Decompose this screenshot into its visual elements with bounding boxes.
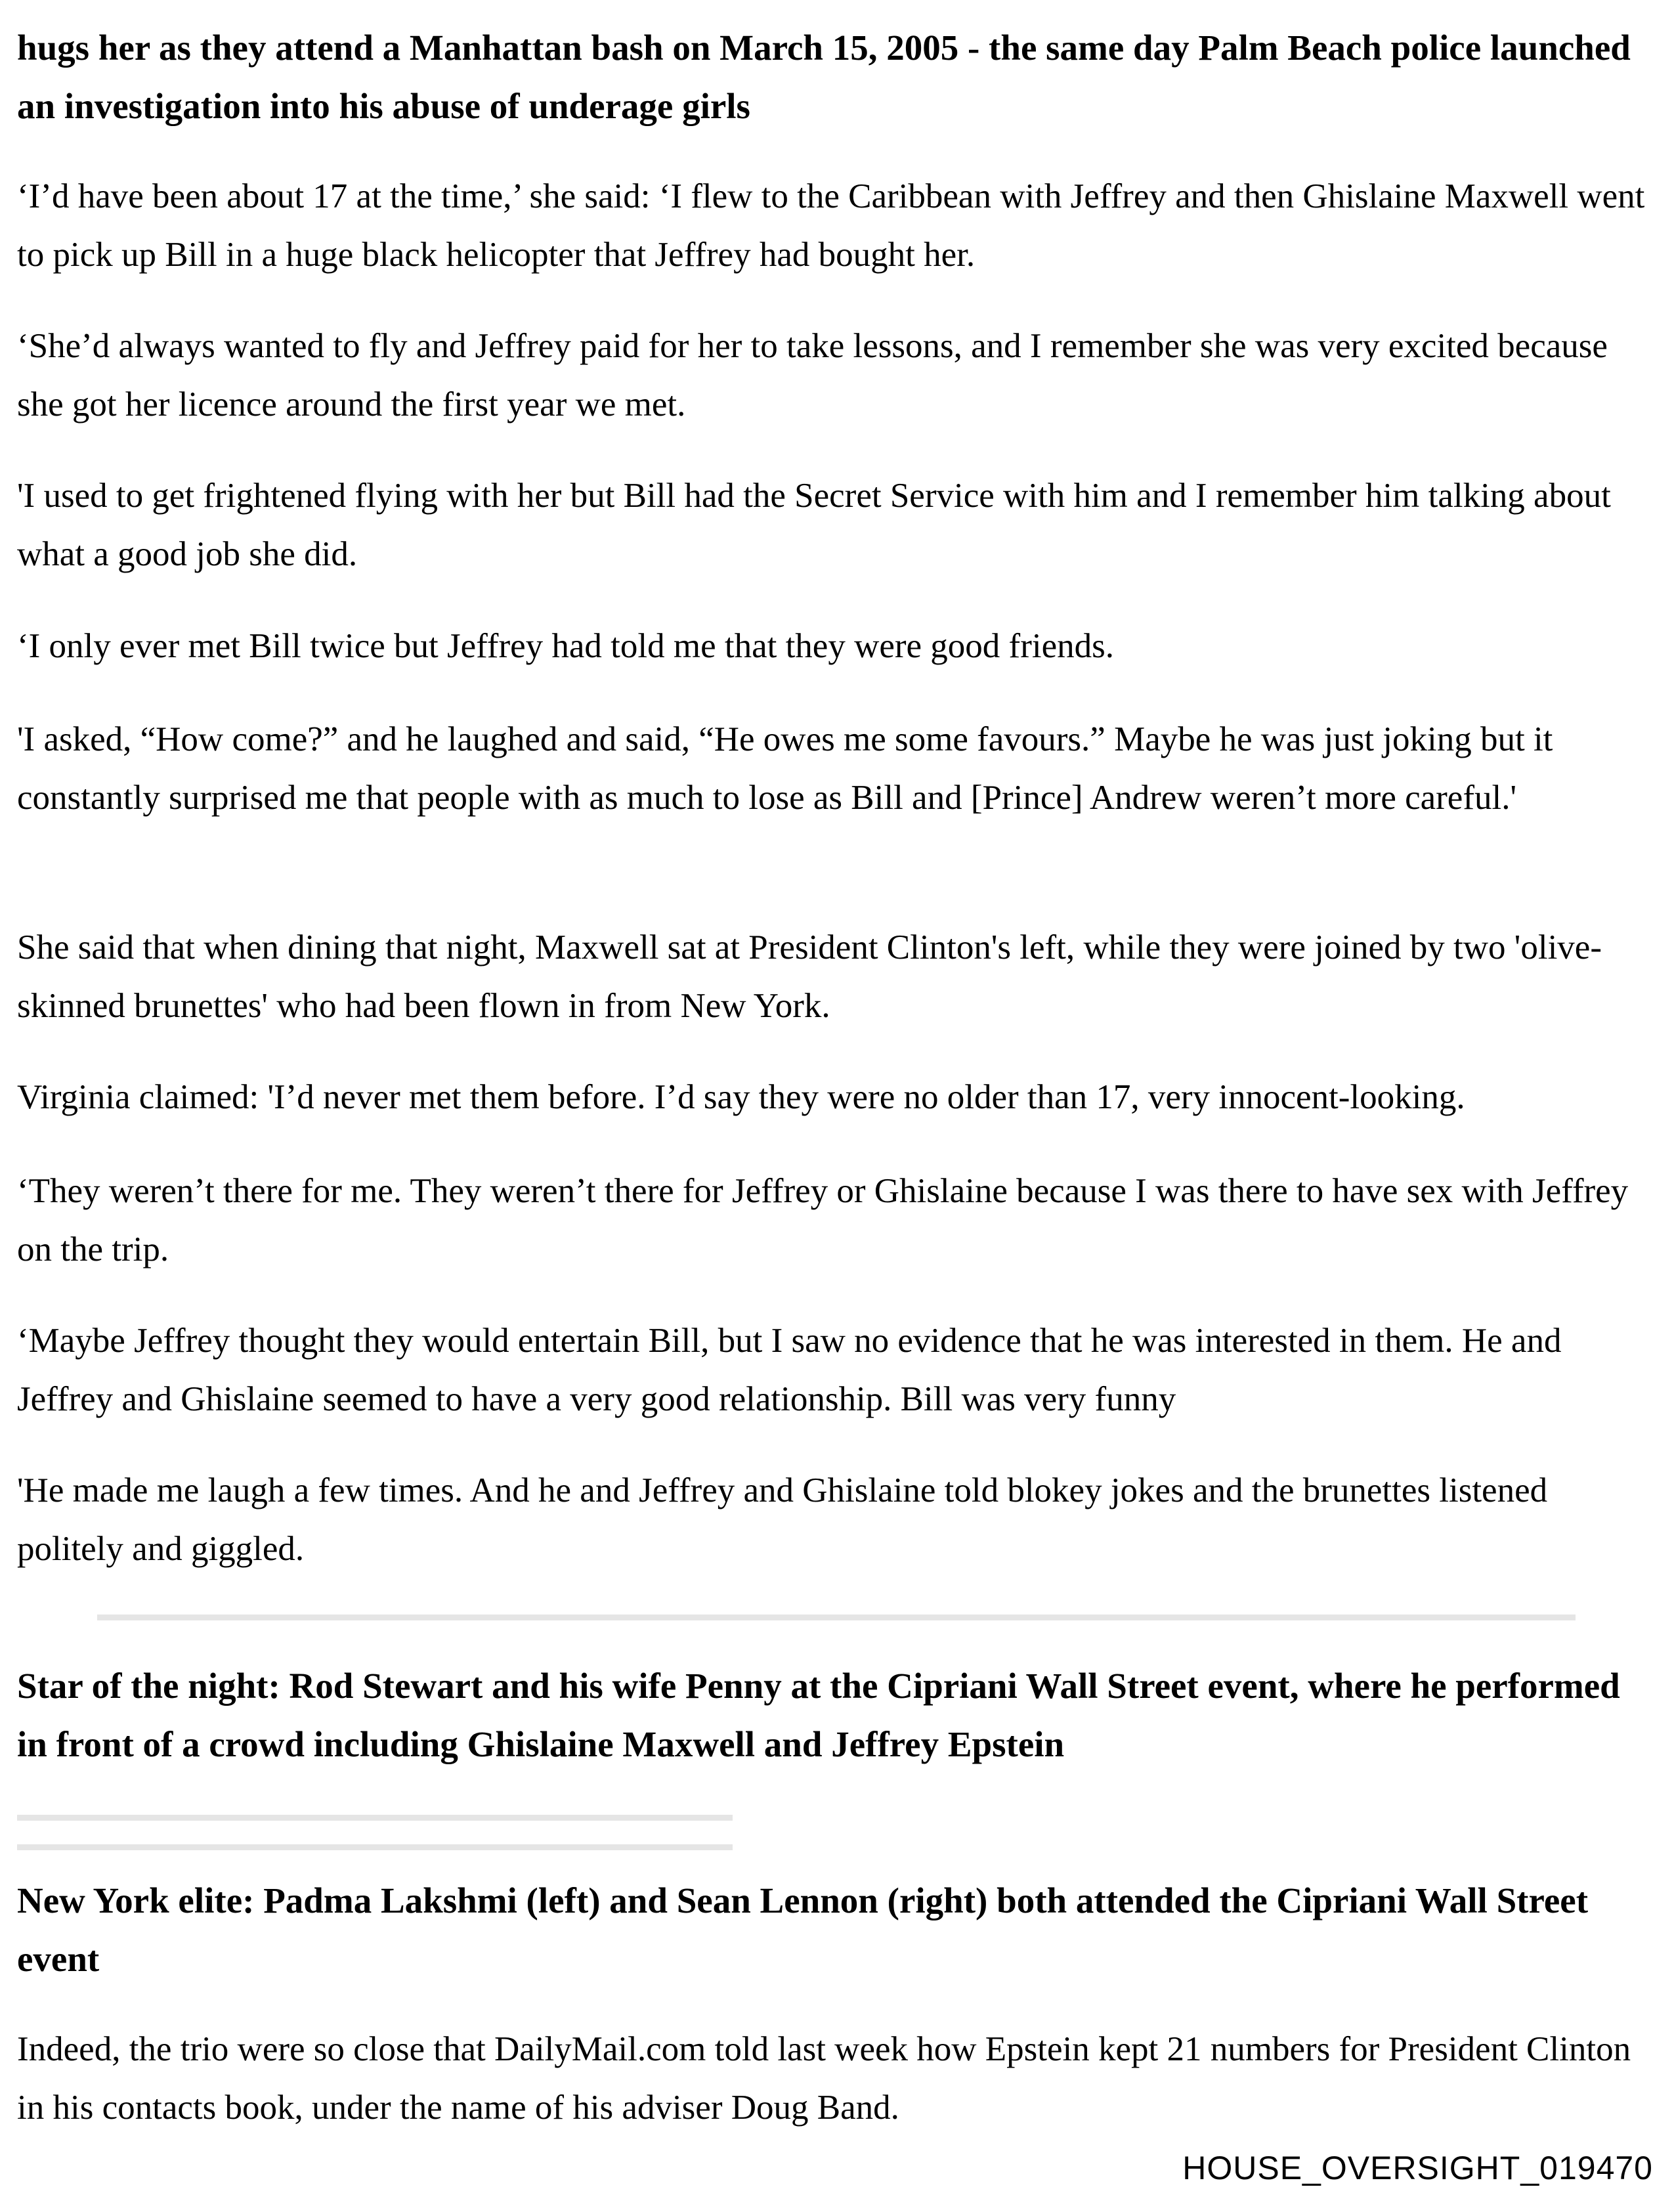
paragraph-9: ‘Maybe Jeffrey thought they would entertain Bill, but I saw no evidence that he was interested in them. He and Jeffrey and Ghislaine seemed to have a very good relationship. Bill was very funny bbox=[17, 1322, 1562, 1418]
paragraph-10: 'He made me laugh a few times. And he and Jeffrey and Ghislaine told blokey jokes and the brunettes listened politely and giggled. bbox=[17, 1471, 1548, 1568]
divider-rule bbox=[17, 1815, 733, 1821]
photo-caption-rod-stewart: Star of the night: Rod Stewart and his wife Penny at the Cipriani Wall Street event, where he performed in front of a crowd including Ghislaine Maxwell and Jeffrey Epstein bbox=[17, 1666, 1620, 1764]
paragraph-5: 'I asked, “How come?” and he laughed and said, “He owes me some favours.” Maybe he was just joking but it constantly surprised me that people with as much to lose as Bill and [Prince] Andrew weren’t more careful.' bbox=[17, 720, 1553, 817]
paragraph-6: She said that when dining that night, Maxwell sat at President Clinton's left, while they were joined by two 'olive-skinned brunettes' who had been flown in from New York. bbox=[17, 928, 1602, 1025]
paragraph-3: 'I used to get frightened flying with her but Bill had the Secret Service with him and I remember him talking about what a good job she did. bbox=[17, 477, 1611, 573]
photo-caption-top: hugs her as they attend a Manhattan bash on March 15, 2005 - the same day Palm Beach police launched an investigation into his abuse of underage girls bbox=[17, 28, 1631, 126]
paragraph-2: ‘She’d always wanted to fly and Jeffrey paid for her to take lessons, and I remember she was very excited because she got her licence around the first year we met. bbox=[17, 327, 1608, 423]
divider-rule bbox=[97, 1615, 1576, 1620]
document-id-stamp: HOUSE_OVERSIGHT_019470 bbox=[1182, 2150, 1653, 2186]
paragraph-8: ‘They weren’t there for me. They weren’t there for Jeffrey or Ghislaine because I was there to have sex with Jeffrey on the trip. bbox=[17, 1172, 1629, 1269]
paragraph-7: Virginia claimed: 'I’d never met them before. I’d say they were no older than 17, very innocent-looking. bbox=[17, 1078, 1465, 1116]
divider-rule bbox=[17, 1844, 733, 1850]
paragraph-closing: Indeed, the trio were so close that DailyMail.com told last week how Epstein kept 21 numbers for President Clinton in his contacts book, under the name of his adviser Doug Band. bbox=[17, 2030, 1631, 2127]
paragraph-4: ‘I only ever met Bill twice but Jeffrey had told me that they were good friends. bbox=[17, 627, 1114, 665]
paragraph-1: ‘I’d have been about 17 at the time,’ she said: ‘I flew to the Caribbean with Jeffrey and then Ghislaine Maxwell went to pick up Bill in a huge black helicopter that Jeffrey had bought her. bbox=[17, 177, 1645, 274]
photo-caption-new-york-elite: New York elite: Padma Lakshmi (left) and Sean Lennon (right) both attended the Cipriani Wall Street event bbox=[17, 1880, 1589, 1979]
